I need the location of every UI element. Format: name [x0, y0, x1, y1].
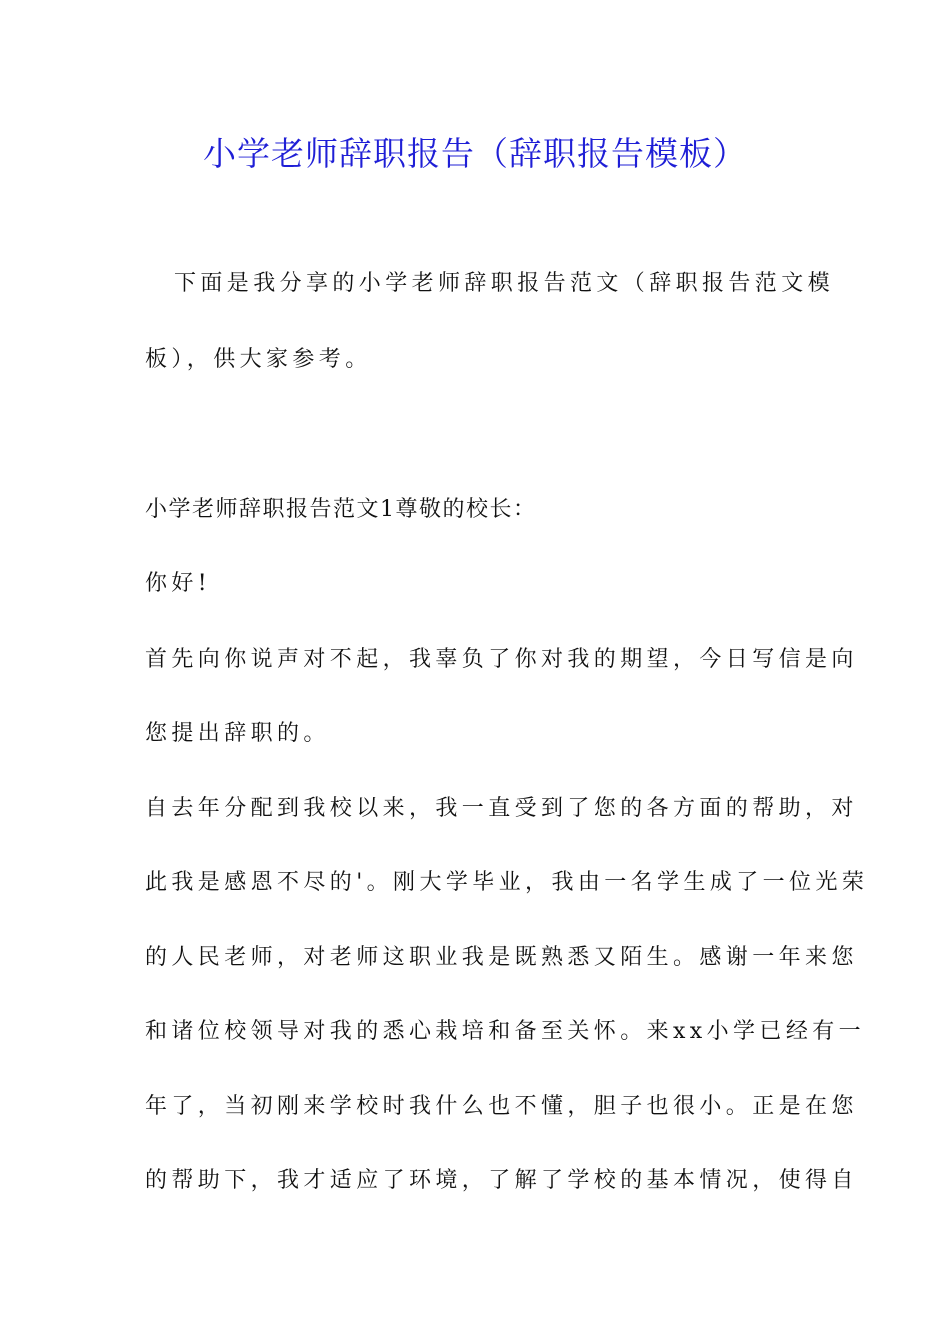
- intro-line-1: 下面是我分享的小学老师辞职报告范文（辞职报告范文模: [174, 271, 835, 296]
- body-line-6: 和诸位校领导对我的悉心栽培和备至关怀。来xx小学已经有一: [145, 1019, 866, 1044]
- document-title: 小学老师辞职报告（辞职报告模板）: [203, 134, 747, 173]
- greeting-line: 你好!: [145, 571, 212, 596]
- body-line-5: 的人民老师，对老师这职业我是既熟悉又陌生。感谢一年来您: [145, 945, 858, 970]
- intro-line-2: 板），供大家参考。: [145, 347, 372, 372]
- body-line-1: 首先向你说声对不起，我辜负了你对我的期望，今日写信是向: [145, 647, 858, 672]
- section-heading: 小学老师辞职报告范文1尊敬的校长：: [145, 497, 537, 522]
- body-line-3: 自去年分配到我校以来，我一直受到了您的各方面的帮助，对: [145, 796, 858, 821]
- body-line-4: 此我是感恩不尽的'。刚大学毕业，我由一名学生成了一位光荣: [145, 870, 869, 895]
- body-line-7: 年了，当初刚来学校时我什么也不懂，胆子也很小。正是在您: [145, 1094, 858, 1119]
- body-line-2: 您提出辞职的。: [145, 721, 330, 746]
- body-line-8: 的帮助下，我才适应了环境，了解了学校的基本情况，使得自: [145, 1168, 858, 1193]
